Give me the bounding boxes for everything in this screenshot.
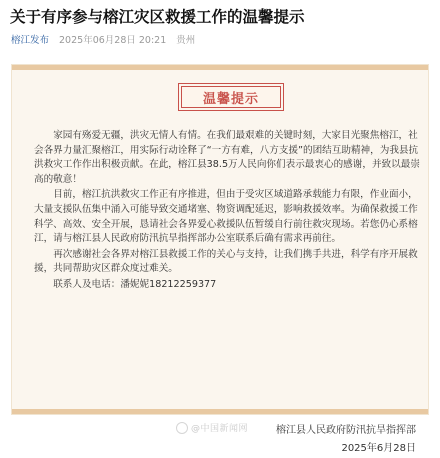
weibo-icon: [176, 422, 188, 434]
paragraph-3: 再次感谢社会各界对榕江县救援工作的关心与支持，让我们携手共进，科学有序开展救援，共同帮助灾区群众度过难关。: [34, 248, 418, 275]
signature-date: 2025年6月28日: [341, 443, 416, 454]
watermark-text: @中国新闻网: [191, 424, 249, 434]
paragraph-1: 家园有殇爱无疆，洪灾无情人有情。在我们最艰难的关键时刻，大家目光聚焦榕江，社会各界力量汇聚榕江，用实际行动诠释了“一方有难，八方支援”的团结互助精神，为我县抗洪救灾工作作出积极贡献。在此，榕江县38.5万人民向你们表示最衷心的感谢，并致以最崇高的敬意！: [34, 130, 420, 185]
signature-block: [276, 422, 416, 458]
notice-badge: 温馨提示: [181, 86, 281, 108]
notice-badge-frame: [178, 83, 284, 111]
article-meta: [11, 32, 195, 46]
publish-location: 贵州: [176, 35, 196, 46]
decorative-bar-bottom: [12, 409, 428, 414]
publish-date: 2025年06月28日 20:21: [59, 35, 167, 46]
watermark: [176, 421, 248, 434]
signature-org: 榕江县人民政府防汛抗旱指挥部: [276, 425, 416, 436]
source-link[interactable]: 榕江发布: [11, 35, 50, 46]
article-title: 关于有序参与榕江灾区救援工作的温馨提示: [10, 8, 305, 26]
contact-line: 联系人及电话：潘妮妮18212259377: [53, 278, 217, 290]
paragraph-2: 目前，榕江抗洪救灾工作正有序推进，但由于受灾区域道路承载能力有限，作业面小，大量支援队伍集中涌入可能导致交通堵塞、物资调配延迟，影响救援效率。为确保救援工作科学、高效、安全开展，恳请社会各界爱心救援队伍暂缓自行前往救灾现场。若您仍心系榕江，请与榕江县人民政府防汛抗旱指挥部办公室联系后确有需求再前往。: [34, 189, 418, 245]
notice-body: [34, 129, 422, 294]
decorative-bar-top: [12, 65, 428, 70]
